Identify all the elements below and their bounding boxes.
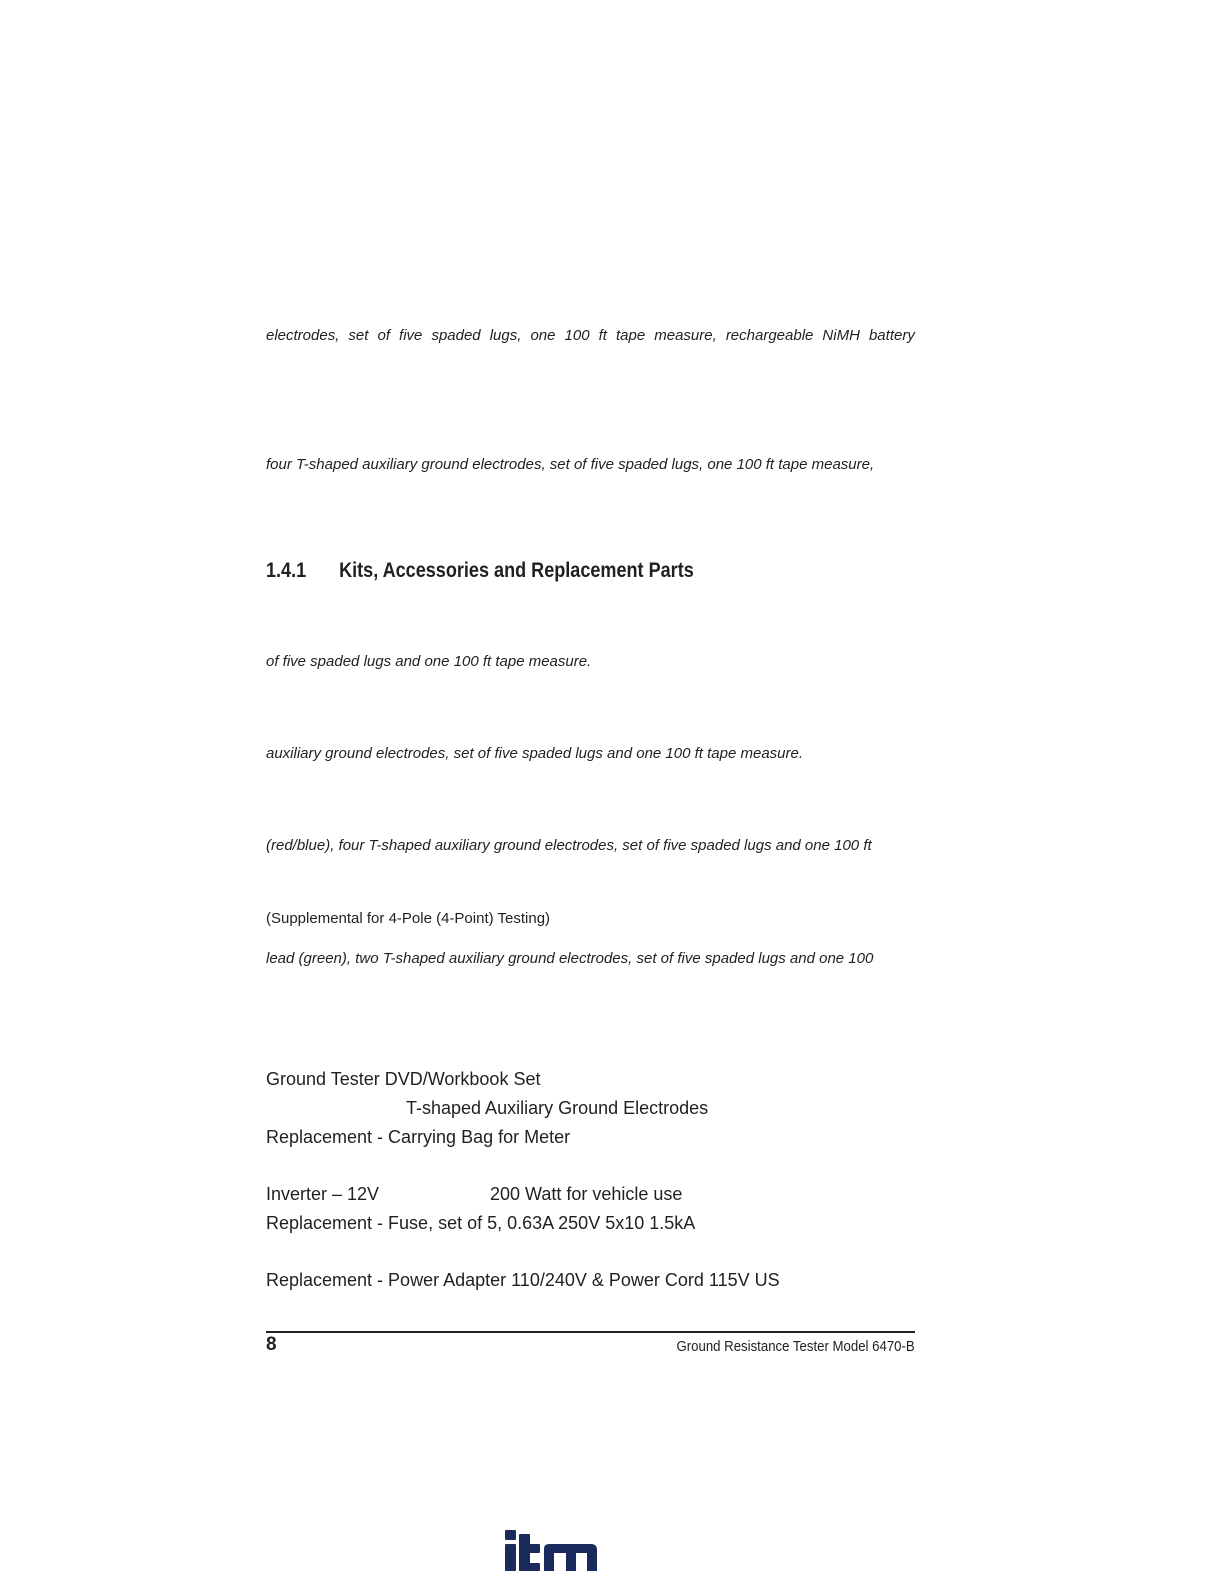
body-line-1-word: lugs,	[489, 327, 522, 344]
part-fuse: Replacement - Fuse, set of 5, 0.63A 250V 5x10 1.5kA	[266, 1213, 696, 1233]
body-line-5: (red/blue), four T-shaped auxiliary ground electrodes, set of five spaded lugs and one 100 ft	[266, 837, 872, 854]
body-line-1-word: NiMH	[822, 327, 860, 344]
body-line-4: auxiliary ground electrodes, set of five spaded lugs and one 100 ft tape measure.	[266, 745, 804, 762]
part-power-adapter: Replacement - Power Adapter 110/240V & Power Cord 115V US	[266, 1270, 780, 1290]
body-line-1-word: electrodes,	[266, 327, 340, 344]
section-number: 1.4.1	[266, 559, 307, 582]
body-line-1-word: rechargeable	[725, 327, 814, 344]
body-line-7: lead (green), two T-shaped auxiliary ground electrodes, set of five spaded lugs and one 100	[266, 950, 874, 967]
body-line-1-word: five	[399, 327, 423, 344]
part-dvd-workbook: Ground Tester DVD/Workbook Set	[266, 1069, 541, 1089]
body-line-1-word: tape	[615, 327, 646, 344]
footer-title: Ground Resistance Tester Model 6470-B	[676, 1338, 915, 1355]
section-title: Kits, Accessories and Replacement Parts	[339, 559, 694, 582]
body-line-1-word: set	[348, 327, 369, 344]
body-line-1-word: 100	[564, 327, 590, 344]
body-line-1-word: ft	[598, 327, 607, 344]
body-line-1-word: one	[530, 327, 556, 344]
body-line-2: four T-shaped auxiliary ground electrodes, set of five spaded lugs, one 100 ft tape measure,	[266, 456, 875, 473]
body-line-1-word: of	[377, 327, 390, 344]
itm-logo-icon	[505, 1530, 597, 1572]
body-line-1-word: battery	[868, 327, 915, 344]
page-number: 8	[266, 1334, 277, 1355]
body-line-1-word: measure,	[654, 327, 717, 344]
footer-rule	[266, 1331, 915, 1333]
body-line-1-word: spaded	[431, 327, 481, 344]
part-carrying-bag: Replacement - Carrying Bag for Meter	[266, 1127, 571, 1147]
body-line-6: (Supplemental for 4-Pole (4-Point) Testing)	[266, 910, 551, 927]
part-electrodes: T-shaped Auxiliary Ground Electrodes	[406, 1098, 709, 1118]
part-inverter: Inverter – 12V	[266, 1184, 380, 1204]
section-heading	[266, 559, 694, 583]
body-line-1	[266, 327, 915, 344]
body-line-3: of five spaded lugs and one 100 ft tape measure.	[266, 653, 592, 670]
part-inverter-desc: 200 Watt for vehicle use	[490, 1184, 683, 1204]
